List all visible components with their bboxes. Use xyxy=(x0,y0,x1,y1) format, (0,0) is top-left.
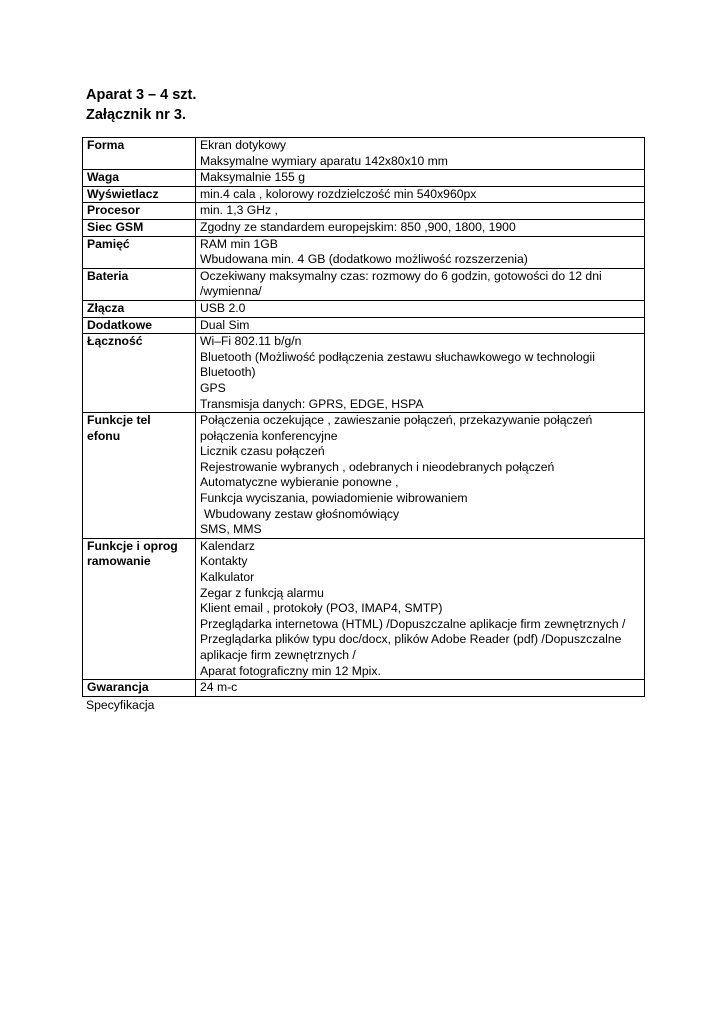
row-value xyxy=(196,186,645,203)
row-value xyxy=(196,268,645,300)
specification-table-body xyxy=(83,138,645,697)
value-line: RAM min 1GB xyxy=(200,236,278,251)
table-row xyxy=(83,300,645,317)
table-row xyxy=(83,538,645,679)
value-line: Wbudowana min. 4 GB (dodatkowo możliwość rozszerzenia) xyxy=(200,252,528,267)
row-label-text: Pamięć xyxy=(87,236,130,251)
value-line: Klient email , protokoły (PO3, IMAP4, SMTP) xyxy=(200,601,443,616)
row-label-text: Wyświetlacz xyxy=(87,186,159,201)
row-label xyxy=(83,300,196,317)
value-line: Przeglądarka internetowa (HTML) /Dopuszczalne aplikacje firm zewnętrznych / xyxy=(200,616,626,631)
table-row xyxy=(83,170,645,187)
value-line: Wbudowany zestaw głośnomówiący xyxy=(204,506,400,521)
row-value xyxy=(196,219,645,236)
value-line: Wi–Fi 802.11 b/g/n xyxy=(200,334,302,349)
table-row xyxy=(83,138,645,170)
row-value xyxy=(196,236,645,268)
value-line: Kalkulator xyxy=(200,570,255,585)
row-label xyxy=(83,138,196,170)
row-label-text: Złącza xyxy=(87,300,125,315)
specification-table xyxy=(82,137,645,697)
row-label-text: Funkcje i oprogramowanie xyxy=(87,538,178,569)
table-row xyxy=(83,680,645,697)
attachment-number: Załącznik nr 3. xyxy=(86,107,186,123)
row-label xyxy=(83,317,196,334)
row-label xyxy=(83,413,196,539)
value-line: Rejestrowanie wybranych , odebranych i nieodebranych połączeń xyxy=(200,459,555,474)
row-label-text: Funkcje telefonu xyxy=(87,413,151,443)
row-label-text: Waga xyxy=(87,170,120,185)
row-label xyxy=(83,186,196,203)
row-label xyxy=(83,219,196,236)
row-value xyxy=(196,680,645,697)
value-line: Zgodny ze standardem europejskim: 850 ,900, 1800, 1900 xyxy=(200,219,516,234)
row-value xyxy=(196,334,645,413)
table-row xyxy=(83,317,645,334)
table-caption: Specyfikacja xyxy=(86,698,155,712)
table-row xyxy=(83,203,645,220)
row-value xyxy=(196,138,645,170)
row-label-text: Procesor xyxy=(87,203,140,218)
row-label-text: Dodatkowe xyxy=(87,317,153,332)
table-row xyxy=(83,236,645,268)
document-title: Aparat 3 – 4 szt. xyxy=(86,87,197,103)
value-line: Połączenia oczekujące , zawieszanie połączeń, przekazywanie połączeń połączenia konferencyjne xyxy=(200,413,593,443)
row-label-text: Forma xyxy=(87,138,125,152)
row-label xyxy=(83,268,196,300)
value-line: USB 2.0 xyxy=(200,300,246,315)
row-label-text: Gwarancja xyxy=(87,680,149,695)
value-line: Aparat fotograficzny min 12 Mpix. xyxy=(200,663,381,678)
table-row xyxy=(83,268,645,300)
value-line: Transmisja danych: GPRS, EDGE, HSPA xyxy=(200,396,424,411)
table-row xyxy=(83,334,645,413)
value-line: Automatyczne wybieranie ponowne , xyxy=(200,475,399,490)
value-line: GPS xyxy=(200,380,226,395)
value-line: Ekran dotykowy xyxy=(200,138,287,152)
value-line: min. 1,3 GHz , xyxy=(200,203,278,218)
row-label xyxy=(83,680,196,697)
value-line: Zegar z funkcją alarmu xyxy=(200,585,324,600)
value-line: Oczekiwany maksymalny czas: rozmowy do 6 godzin, gotowości do 12 dni xyxy=(200,268,602,283)
row-value xyxy=(196,203,645,220)
table-row xyxy=(83,219,645,236)
value-line: Kontakty xyxy=(200,554,248,569)
value-line: /wymienna/ xyxy=(200,284,262,299)
row-label xyxy=(83,170,196,187)
row-label xyxy=(83,236,196,268)
table-row xyxy=(83,186,645,203)
row-value xyxy=(196,300,645,317)
row-value xyxy=(196,538,645,679)
value-line: Licznik czasu połączeń xyxy=(200,444,325,459)
row-label-text: Siec GSM xyxy=(87,219,144,234)
row-label xyxy=(83,334,196,413)
value-line: 24 m-c xyxy=(200,680,238,695)
value-line: SMS, MMS xyxy=(200,522,262,537)
value-line: Funkcja wyciszania, powiadomienie wibrowaniem xyxy=(200,491,468,506)
table-row xyxy=(83,413,645,539)
value-line: Bluetooth (Możliwość podłączenia zestawu słuchawkowego w technologii Bluetooth) xyxy=(200,349,595,380)
row-value xyxy=(196,170,645,187)
value-line: Przeglądarka plików typu doc/docx, plików Adobe Reader (pdf) /Dopuszczalne aplikacje firm zewnętrznych / xyxy=(200,632,622,662)
value-line: Dual Sim xyxy=(200,317,250,332)
row-value xyxy=(196,413,645,539)
value-line: Maksymalne wymiary aparatu 142x80x10 mm xyxy=(200,153,448,168)
row-label xyxy=(83,203,196,220)
row-value xyxy=(196,317,645,334)
value-line: Kalendarz xyxy=(200,538,255,553)
value-line: Maksymalnie 155 g xyxy=(200,170,305,185)
row-label-text: Bateria xyxy=(87,268,129,283)
row-label-text: Łączność xyxy=(87,334,143,349)
row-label xyxy=(83,538,196,679)
value-line: min.4 cala , kolorowy rozdzielczość min 540x960px xyxy=(200,186,477,201)
